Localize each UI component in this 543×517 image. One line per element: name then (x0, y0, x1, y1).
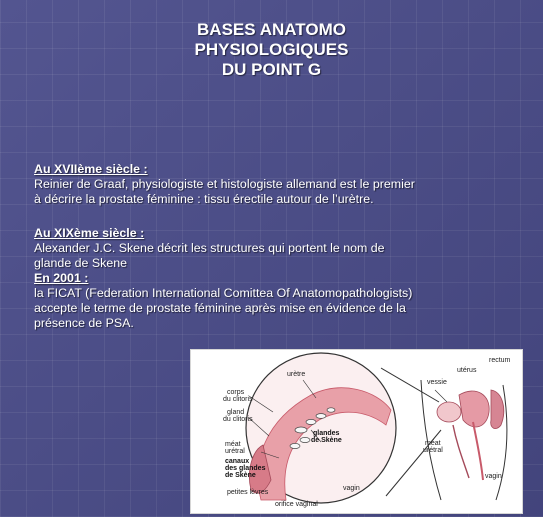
label-meat-right-2: urétral (423, 447, 443, 454)
section-heading: Au XIXème siècle : (34, 226, 145, 240)
section-19th-century (34, 226, 519, 271)
label-gland-1: gland (227, 409, 245, 416)
slide-content (34, 162, 519, 331)
section-line: glande de Skene (34, 256, 128, 270)
anatomy-diagram (191, 350, 522, 513)
label-meat-1: méat (225, 441, 241, 448)
label-canaux-1: canaux (225, 458, 250, 465)
title-line-1: BASES ANATOMO (197, 20, 346, 39)
section-line: présence de PSA. (34, 316, 134, 330)
label-glandes-1: glandes (313, 430, 340, 437)
section-17th-century (34, 162, 519, 207)
label-uretre: urètre (287, 371, 306, 378)
section-line: accepte le terme de prostate féminine après mise en évidence de la (34, 301, 406, 315)
anatomy-figure (190, 349, 523, 514)
label-corps-1: corps (227, 389, 245, 396)
label-canaux-3: de Skène (225, 472, 256, 479)
label-vagin-right: vagin (485, 473, 502, 480)
label-meat-right-1: méat (425, 440, 441, 447)
label-gland-2: du clitoris (223, 416, 253, 423)
section-line: à décrire la prostate féminine : tissu érectile autour de l’urètre. (34, 192, 374, 206)
section-line: Alexander J.C. Skene décrit les structures qui portent le nom de (34, 241, 385, 255)
section-line: la FICAT (Federation International Comittea Of Anatomopathologists) (34, 286, 413, 300)
label-glandes-2: de Skène (311, 437, 342, 444)
section-heading: En 2001 : (34, 271, 89, 285)
label-vessie: vessie (427, 379, 447, 386)
slide-title (0, 20, 543, 80)
label-canaux-2: des glandes (225, 465, 266, 472)
label-petites-levres: petites lèvres (227, 489, 269, 496)
label-rectum: rectum (489, 357, 511, 364)
title-line-3: DU POINT G (221, 60, 322, 79)
section-2001 (34, 271, 519, 331)
label-vagin-left: vagin (343, 485, 360, 492)
label-uterus: utérus (457, 367, 477, 374)
label-meat-2: urétral (225, 448, 245, 455)
title-line-2: PHYSIOLOGIQUES (194, 40, 349, 59)
label-corps-2: du clitoris (223, 396, 253, 403)
label-orifice-vaginal: orifice vaginal (275, 501, 318, 508)
section-heading: Au XVIIème siècle : (34, 162, 148, 176)
section-line: Reinier de Graaf, physiologiste et histologiste allemand est le premier (34, 177, 415, 191)
